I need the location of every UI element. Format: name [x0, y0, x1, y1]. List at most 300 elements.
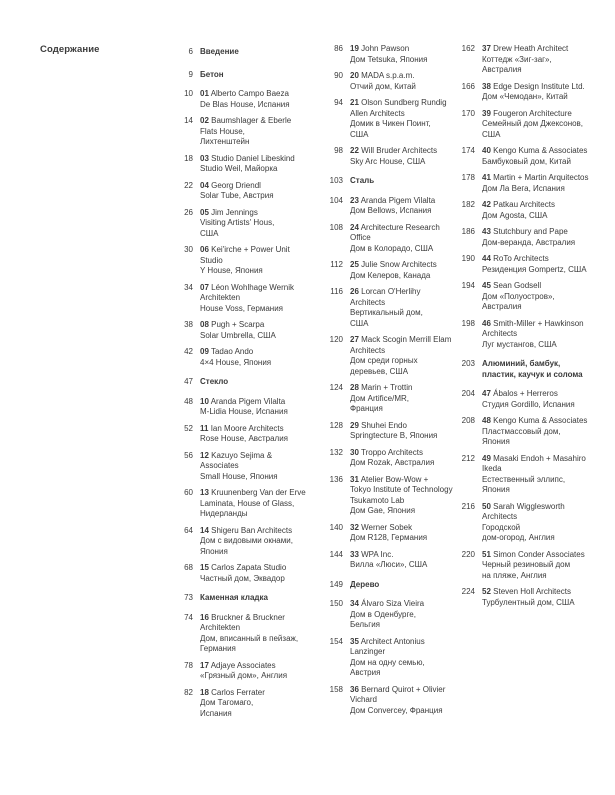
toc-entry-number: 33: [350, 549, 359, 559]
toc-line: США: [200, 228, 219, 238]
toc-entry-number: 40: [482, 146, 491, 155]
toc-line: 51 Simon Conder Associates: [482, 549, 585, 559]
toc-line: США: [350, 318, 369, 328]
toc-entry-text: [482, 281, 555, 313]
toc-page-number: 190: [461, 254, 475, 263]
toc-line: Бамбуковый дом, Китай: [482, 156, 571, 166]
toc-entry-number: 44: [482, 254, 491, 263]
toc-line: Ikeda: [482, 464, 502, 473]
toc-section-heading: [159, 593, 306, 604]
toc-page-number: 112: [330, 260, 343, 269]
toc-line: Вертикальный дом,: [350, 308, 423, 317]
toc-page-number: 132: [329, 447, 343, 457]
toc-entry: [159, 154, 306, 175]
toc-entry-number: 10: [200, 396, 209, 406]
toc-entry: [309, 550, 453, 571]
toc-page-number: 170: [461, 108, 475, 118]
toc-entry: [441, 227, 589, 248]
toc-page-number: 86: [334, 44, 343, 53]
toc-entry-number: 50: [482, 501, 491, 511]
toc-entry: [309, 44, 453, 65]
toc-entry-text: [482, 109, 583, 141]
toc-entry-text: [200, 283, 294, 315]
toc-entry-text: [200, 397, 288, 418]
toc-entry: [159, 89, 306, 110]
toc-entry-text: [350, 383, 412, 415]
toc-line: Architects: [350, 345, 386, 355]
toc-entry-text: [350, 335, 451, 377]
toc-entry-number: 16: [200, 612, 209, 622]
toc-entry-text: [200, 451, 278, 483]
toc-line: Резиденция Gompertz, США: [482, 264, 587, 274]
toc-line: Нидерланды: [200, 509, 248, 518]
toc-line: Solar Tube, Австрия: [200, 191, 274, 200]
toc-line: Дом Gae, Япония: [350, 506, 416, 515]
toc-page-number: 220: [461, 549, 475, 559]
toc-line: Естественный эллипс,: [482, 474, 566, 484]
toc-line: Дом «Чемодан», Китай: [482, 92, 568, 101]
toc-entry: [309, 475, 453, 517]
toc-entry: [159, 283, 306, 315]
toc-section-heading: [441, 359, 589, 380]
toc-entry-number: 04: [200, 180, 209, 190]
toc-entry: [441, 44, 589, 76]
toc-entry-number: 12: [200, 450, 209, 460]
toc-page-number: 116: [330, 287, 343, 296]
toc-entry-text: [482, 416, 587, 448]
toc-entry: [441, 254, 589, 275]
toc-line: Испания: [200, 708, 232, 718]
toc-page-number: 90: [334, 71, 343, 80]
toc-line: деревьев, США: [350, 366, 409, 376]
toc-line: 48 Kengo Kuma & Associates: [482, 416, 588, 425]
toc-line: Турбулентный дом, США: [482, 597, 575, 607]
toc-page-number: 78: [184, 660, 193, 670]
toc-line: Дом Artifice/MR,: [350, 393, 410, 403]
toc-entry-text: [200, 593, 268, 604]
toc-page-number: 204: [461, 389, 475, 398]
toc-entry: [309, 146, 453, 167]
toc-line: Flats House,: [200, 126, 245, 136]
toc-line: 05 Jim Jennings: [200, 207, 258, 217]
toc-line: 45 Sean Godsell: [482, 281, 542, 290]
toc-line: Sky Arc House, США: [350, 156, 426, 166]
toc-line: 50 Sarah Wigglesworth: [482, 501, 565, 511]
toc-entry-number: 11: [200, 423, 209, 433]
toc-entry: [159, 424, 306, 445]
toc-line: Laminata, House of Glass,: [200, 498, 295, 508]
toc-heading-line: Стекло: [200, 377, 229, 386]
toc-line: Пластмассовый дом,: [482, 426, 561, 436]
toc-page-number: 18: [184, 153, 193, 163]
toc-line: 17 Adjaye Associates: [200, 660, 276, 670]
toc-entry-text: [350, 287, 423, 329]
toc-entry-text: [350, 599, 424, 631]
toc-page-number: 224: [461, 587, 475, 596]
toc-entry-number: 06: [200, 245, 209, 254]
toc-line: Коттедж «Зиг-заг»,: [482, 54, 552, 64]
toc-page-number: 154: [329, 636, 343, 646]
toc-entry: [441, 502, 589, 544]
toc-line: Дом Convercey, Франция: [350, 705, 443, 715]
toc-entry-number: 07: [200, 282, 209, 292]
toc-entry-text: [200, 424, 288, 445]
toc-entry-text: [482, 146, 587, 167]
toc-entry-number: 19: [350, 44, 359, 53]
toc-line: Дом R128, Германия: [350, 533, 428, 542]
toc-entry: [159, 181, 306, 202]
toc-entry: [309, 287, 453, 329]
toc-page-number: 94: [334, 98, 343, 107]
toc-line: 03 Studio Daniel Libeskind: [200, 153, 295, 163]
toc-page-number: 144: [329, 549, 343, 559]
toc-page-number: 216: [461, 501, 475, 511]
toc-page-number: 128: [329, 420, 343, 430]
toc-page-number: 48: [184, 396, 193, 406]
toc-page-number: 178: [461, 173, 475, 182]
toc-page-number: 136: [329, 474, 343, 484]
toc-entry-text: [200, 347, 271, 368]
toc-entry-number: 17: [200, 660, 209, 670]
toc-page-number: 182: [461, 200, 475, 209]
toc-entry: [159, 397, 306, 418]
toc-line: Solar Umbrella, США: [200, 330, 276, 340]
toc-line: 42 Patkau Architects: [482, 200, 555, 209]
toc-line: 39 Fougeron Architecture: [482, 108, 572, 118]
toc-line: 18 Carlos Ferrater: [200, 687, 265, 697]
toc-line: 4×4 House, Япония: [200, 357, 272, 367]
toc-line: 30 Troppo Architects: [350, 447, 423, 457]
toc-entry-text: [482, 44, 568, 76]
toc-line: Дом «Полуостров»,: [482, 291, 555, 301]
toc-line: Студия Gordillo, Испания: [482, 399, 575, 409]
toc-entry-number: 13: [200, 488, 209, 497]
toc-heading-line: Сталь: [350, 176, 375, 185]
toc-page-number: 82: [184, 687, 193, 697]
toc-line: Дом Ла Вега, Испания: [482, 183, 565, 193]
toc-page-number: 149: [329, 579, 343, 589]
toc-entry-number: 32: [350, 522, 359, 532]
toc-entry-text: [200, 320, 276, 341]
toc-entry: [159, 661, 306, 682]
toc-line: 20 MADA s.p.a.m.: [350, 71, 415, 80]
toc-line: 52 Steven Holl Architects: [482, 587, 571, 596]
toc-page-number: 198: [461, 318, 475, 328]
toc-entry-text: [200, 688, 265, 720]
toc-entry-text: [350, 98, 447, 140]
toc-entry-number: 01: [200, 89, 209, 98]
toc-line: 47 Ábalos + Herreros: [482, 389, 558, 398]
page-title: Содержание: [40, 44, 100, 55]
toc-entry: [309, 383, 453, 415]
toc-line: 16 Bruckner & Bruckner: [200, 612, 285, 622]
toc-entry-text: [200, 208, 274, 240]
toc-line: Small House, Япония: [200, 471, 278, 481]
toc-page-number: 150: [329, 599, 343, 608]
toc-entry-number: 27: [350, 335, 359, 344]
toc-page-number: 124: [329, 383, 343, 392]
toc-line: Луг мустангов, США: [482, 339, 557, 349]
toc-page-number: 98: [334, 146, 343, 155]
toc-line: 07 Léon Wohlhage Wernik: [200, 282, 294, 292]
toc-entry-text: [200, 377, 228, 388]
toc-entry: [309, 685, 453, 717]
toc-heading-line: Бетон: [200, 69, 224, 79]
toc-entry-number: 22: [350, 146, 359, 155]
toc-entry-number: 28: [350, 383, 359, 392]
toc-page-number: 212: [461, 453, 475, 463]
toc-line: 12 Kazuyo Sejima &: [200, 450, 273, 460]
toc-line: Architekten: [200, 623, 241, 632]
toc-line: Office: [350, 233, 371, 242]
toc-line: Австралия: [482, 65, 522, 74]
toc-line: 44 RoTo Architects: [482, 254, 549, 263]
toc-line: 23 Aranda Pigem Vilalta: [350, 195, 436, 205]
toc-line: 40 Kengo Kuma & Associates: [482, 146, 588, 155]
toc-line: Architects: [350, 297, 386, 307]
toc-heading-line: Каменная кладка: [200, 593, 268, 602]
toc-entry-number: 09: [200, 347, 209, 356]
toc-entry-text: [350, 71, 416, 92]
toc-entry-number: 35: [350, 636, 359, 646]
toc-entry-number: 51: [482, 549, 491, 559]
toc-line: Дом с видовыми окнами,: [200, 536, 293, 545]
toc-line: Дом Bellows, Испания: [350, 206, 432, 215]
toc-entry-number: 42: [482, 200, 491, 209]
toc-entry: [309, 335, 453, 377]
toc-entry-text: [200, 116, 291, 148]
toc-line: Architekten: [200, 293, 241, 302]
toc-line: Allen Architects: [350, 108, 405, 118]
toc-line: Architects: [482, 329, 518, 338]
toc-entry-text: [482, 359, 583, 380]
toc-entry: [159, 613, 306, 655]
toc-line: Дом-веранда, Австралия: [482, 237, 576, 247]
toc-entry: [441, 200, 589, 221]
toc-entry-number: 48: [482, 416, 491, 425]
toc-entry-number: 37: [482, 44, 491, 53]
toc-entry-number: 30: [350, 447, 359, 457]
toc-entry-text: [350, 475, 453, 517]
toc-entry: [441, 82, 589, 103]
toc-page-number: 52: [184, 423, 193, 433]
toc-entry-number: 41: [482, 173, 491, 182]
toc-entry-number: 46: [482, 318, 491, 328]
toc-page-number: 194: [461, 281, 475, 290]
toc-entry-text: [350, 223, 440, 255]
toc-entry-number: 26: [350, 287, 359, 296]
toc-entry-number: 20: [350, 71, 359, 80]
toc-line: на пляже, Англия: [482, 570, 547, 580]
toc-page-number: 22: [184, 180, 193, 190]
toc-entry: [309, 637, 453, 679]
toc-page-number: 174: [461, 146, 475, 155]
toc-line: 37 Drew Heath Architect: [482, 44, 569, 53]
toc-line: 09 Tadao Ando: [200, 347, 254, 356]
toc-page-number: 120: [329, 335, 343, 344]
toc-entry: [441, 416, 589, 448]
toc-entry-text: [482, 173, 589, 194]
toc-page-number: 166: [461, 81, 475, 91]
toc-section-heading: [159, 70, 306, 81]
toc-entry-number: 29: [350, 420, 359, 430]
toc-column-2: [309, 44, 453, 722]
toc-entry-number: 38: [482, 81, 491, 91]
toc-page-number: 47: [184, 377, 193, 386]
toc-line: Черный резиновый дом: [482, 560, 571, 569]
toc-line: 25 Julie Snow Architects: [350, 260, 437, 269]
toc-line: США: [482, 129, 501, 139]
toc-column-1: [159, 44, 306, 725]
toc-line: Y House, Япония: [200, 266, 263, 275]
toc-line: «Грязный дом», Англия: [200, 671, 288, 680]
toc-entry: [159, 320, 306, 341]
toc-line: 33 WPA Inc.: [350, 549, 394, 559]
toc-entry-text: [200, 245, 290, 277]
toc-line: 38 Edge Design Institute Ltd.: [482, 81, 585, 91]
toc-line: 11 Ian Moore Architects: [200, 423, 284, 433]
toc-page-number: 34: [184, 282, 193, 292]
toc-page-number: 26: [184, 207, 193, 217]
toc-line: 29 Shuhei Endo: [350, 420, 407, 430]
toc-line: Австралия: [482, 302, 522, 311]
toc-page-number: 103: [329, 176, 343, 185]
toc-line: House Voss, Германия: [200, 303, 283, 313]
toc-entry: [159, 688, 306, 720]
toc-entry-text: [350, 550, 427, 571]
toc-entry-text: [350, 523, 427, 544]
toc-page-number: 162: [461, 44, 475, 53]
toc-entry-text: [200, 488, 306, 520]
toc-page-number: 186: [461, 227, 475, 236]
toc-line: Домик в Чикен Поинт,: [350, 119, 431, 128]
toc-entry: [309, 421, 453, 442]
toc-entry: [159, 526, 306, 558]
toc-line: дом-огород, Англия: [482, 533, 555, 542]
toc-line: 34 Álvaro Siza Vieira: [350, 599, 425, 608]
toc-page-number: 30: [184, 245, 193, 254]
toc-section-heading: [159, 377, 306, 388]
toc-line: 21 Olson Sundberg Rundig: [350, 98, 447, 107]
toc-line: Associates: [200, 461, 239, 470]
toc-line: Tokyo Institute of Technology: [350, 485, 453, 494]
toc-section-heading: [309, 580, 453, 591]
toc-heading-line: пластик, каучук и солома: [482, 369, 583, 379]
toc-entry-number: 49: [482, 453, 491, 463]
toc-entry-number: 23: [350, 195, 359, 205]
toc-page-number: 208: [461, 416, 475, 425]
toc-line: Дом Tetsuka, Япония: [350, 54, 428, 64]
toc-page-number: 9: [188, 69, 193, 79]
toc-line: 26 Lorcan O'Herlihy: [350, 287, 421, 296]
toc-section-heading: [159, 47, 306, 58]
toc-entry: [309, 223, 453, 255]
toc-entry-number: 14: [200, 525, 209, 535]
toc-page-number: 64: [184, 525, 193, 535]
toc-entry-text: [350, 580, 379, 591]
toc-entry-text: [350, 146, 437, 167]
toc-line: 02 Baumshlager & Eberle: [200, 116, 292, 125]
toc-entry: [441, 281, 589, 313]
toc-entry-text: [350, 421, 437, 442]
toc-entry-number: 36: [350, 684, 359, 694]
toc-line: США: [350, 129, 369, 139]
toc-line: Дом Rozak, Австралия: [350, 458, 435, 467]
toc-entry-text: [350, 448, 434, 469]
toc-page-number: 68: [184, 563, 193, 572]
toc-line: Австрия: [350, 668, 381, 677]
toc-line: 31 Atelier Bow-Wow +: [350, 474, 429, 484]
toc-entry: [441, 319, 589, 351]
toc-entry-text: [482, 502, 565, 544]
toc-line: Вилла «Люси», США: [350, 560, 428, 569]
toc-entry-text: [482, 227, 575, 248]
toc-line: Городской: [482, 522, 521, 532]
toc-line: Дом Agosta, США: [482, 210, 548, 220]
toc-line: Architects: [482, 512, 518, 521]
toc-line: De Blas House, Испания: [200, 99, 290, 109]
toc-entry-text: [200, 47, 239, 58]
toc-entry-text: [200, 661, 287, 682]
toc-line: 35 Architect Antonius: [350, 636, 425, 646]
toc-entry-text: [482, 454, 586, 496]
toc-line: 43 Stutchbury and Pape: [482, 227, 568, 236]
toc-entry-number: 31: [350, 474, 359, 484]
toc-entry: [309, 71, 453, 92]
toc-entry: [159, 245, 306, 277]
toc-line: 14 Shigeru Ban Architects: [200, 525, 293, 535]
toc-entry-text: [200, 526, 293, 558]
toc-entry: [309, 523, 453, 544]
toc-entry-number: 24: [350, 222, 359, 232]
toc-entry-text: [482, 587, 575, 608]
toc-line: 10 Aranda Pigem Vilalta: [200, 396, 286, 406]
toc-line: Studio: [200, 255, 223, 265]
toc-entry-text: [350, 637, 425, 679]
toc-entry: [309, 196, 453, 217]
toc-page-number: 158: [329, 684, 343, 694]
toc-entry: [309, 98, 453, 140]
toc-line: Дом в Колорадо, США: [350, 243, 434, 253]
toc-entry-text: [482, 200, 555, 221]
toc-page-number: 42: [184, 347, 193, 356]
toc-line: 04 Georg Driendl: [200, 180, 261, 190]
toc-entry-text: [482, 254, 587, 275]
toc-column-3: [441, 44, 589, 614]
toc-page-number: 60: [184, 488, 193, 497]
toc-line: Германия: [200, 644, 236, 653]
toc-line: 24 Architecture Research: [350, 222, 440, 232]
toc-page-number: 140: [329, 522, 343, 532]
toc-line: Tsukamoto Lab: [350, 495, 405, 505]
toc-line: Visiting Artists' Hous,: [200, 218, 275, 227]
toc-entry: [441, 454, 589, 496]
toc-entry-number: 03: [200, 153, 209, 163]
toc-heading-line: Алюминий, бамбук,: [482, 359, 561, 368]
toc-page-number: 74: [184, 612, 193, 622]
toc-line: 46 Smith-Miller + Hawkinson: [482, 318, 584, 328]
toc-entry: [309, 260, 453, 281]
toc-entry-text: [200, 563, 286, 584]
toc-entry-text: [482, 82, 585, 103]
toc-entry-text: [350, 176, 374, 187]
toc-heading-line: Введение: [200, 47, 239, 56]
toc-entry: [159, 208, 306, 240]
toc-entry: [309, 448, 453, 469]
toc-line: 49 Masaki Endoh + Masahiro: [482, 453, 586, 463]
toc-line: Дом среди горных: [350, 356, 418, 365]
toc-entry-number: 18: [200, 687, 209, 697]
